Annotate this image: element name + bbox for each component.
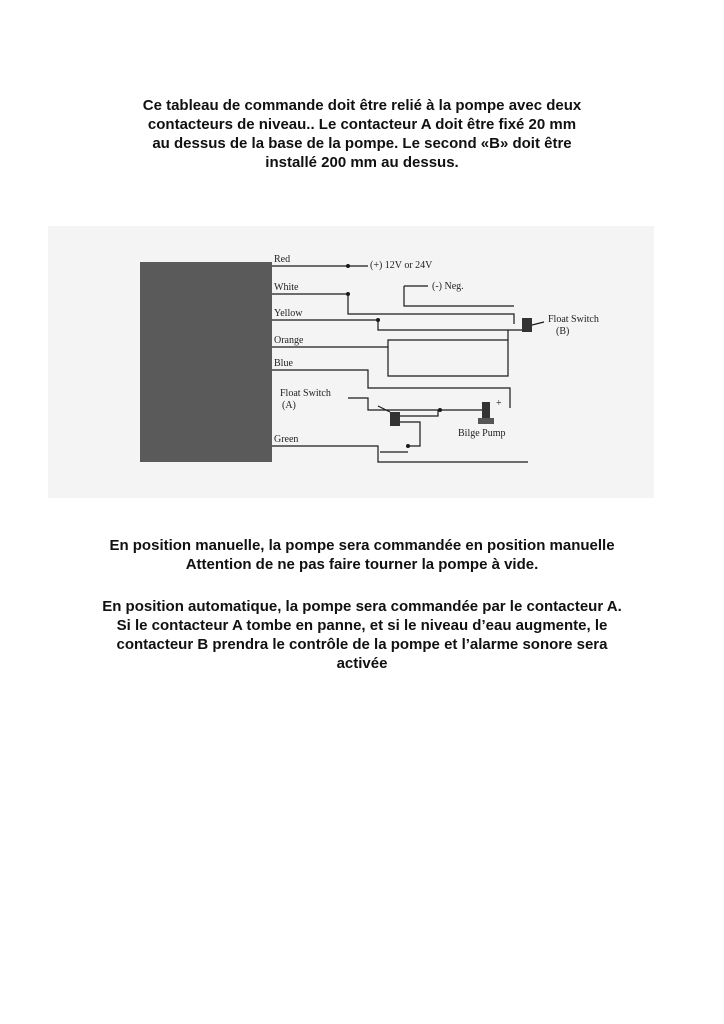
intro-line: installé 200 mm au dessus. bbox=[265, 154, 459, 171]
wiring-diagram bbox=[48, 226, 654, 498]
wire-label-white: White bbox=[274, 282, 299, 293]
float-a-feed-wire bbox=[348, 398, 486, 410]
orange-wire bbox=[272, 330, 508, 347]
wire-label-green: Green bbox=[274, 434, 299, 445]
float-switch-b-id: (B) bbox=[556, 326, 570, 337]
bilge-pump-icon bbox=[478, 402, 494, 424]
white-junction-dot bbox=[346, 292, 350, 296]
wire-label-red: Red bbox=[274, 254, 291, 265]
float-switch-b-icon bbox=[522, 318, 544, 332]
float-a-bridge-wire bbox=[398, 410, 438, 416]
yellow-junction-dot bbox=[376, 318, 380, 322]
wiring-diagram-svg bbox=[48, 226, 654, 498]
green-junction-dot bbox=[406, 444, 410, 448]
manual-mode-paragraph bbox=[40, 536, 684, 574]
float-switch-a-label: Float Switch bbox=[280, 388, 331, 399]
wire-label-yellow: Yellow bbox=[274, 308, 303, 319]
auto-mode-paragraph bbox=[40, 597, 684, 673]
pump-junction-dot bbox=[438, 408, 442, 412]
intro-paragraph bbox=[40, 96, 684, 172]
pump-plus-label: + bbox=[496, 398, 502, 409]
supply-negative-label: (-) Neg. bbox=[432, 281, 464, 292]
orange-loop-wire bbox=[388, 340, 508, 376]
manual-line: Attention de ne pas faire tourner la pompe à vide. bbox=[185, 556, 539, 573]
float-switch-a-icon bbox=[378, 406, 400, 426]
control-panel-block bbox=[140, 262, 272, 462]
yellow-wire bbox=[272, 320, 522, 330]
wire-label-orange: Orange bbox=[274, 335, 304, 346]
manual-line: En position manuelle, la pompe sera commandée en position manuelle bbox=[109, 537, 615, 554]
wire-label-blue: Blue bbox=[274, 358, 293, 369]
red-junction-dot bbox=[346, 264, 350, 268]
float-switch-b-label: Float Switch bbox=[548, 314, 599, 325]
bilge-pump-label: Bilge Pump bbox=[458, 428, 506, 439]
intro-line: contacteurs de niveau.. Le contacteur A doit être fixé 20 mm bbox=[147, 116, 577, 133]
supply-positive-label: (+) 12V or 24V bbox=[370, 260, 433, 271]
green-wire bbox=[272, 446, 528, 462]
intro-line: au dessus de la base de la pompe. Le second «B» doit être bbox=[152, 135, 572, 152]
float-a-return-wire bbox=[398, 422, 420, 446]
auto-line: Si le contacteur A tombe en panne, et si le niveau d’eau augmente, le bbox=[116, 617, 608, 634]
auto-line: activée bbox=[336, 655, 388, 672]
auto-line: contacteur B prendra le contrôle de la pompe et l’alarme sonore sera bbox=[116, 636, 608, 653]
float-switch-a-id: (A) bbox=[282, 400, 296, 411]
intro-line: Ce tableau de commande doit être relié à la pompe avec deux bbox=[142, 97, 582, 114]
auto-line: En position automatique, la pompe sera commandée par le contacteur A. bbox=[102, 598, 622, 615]
